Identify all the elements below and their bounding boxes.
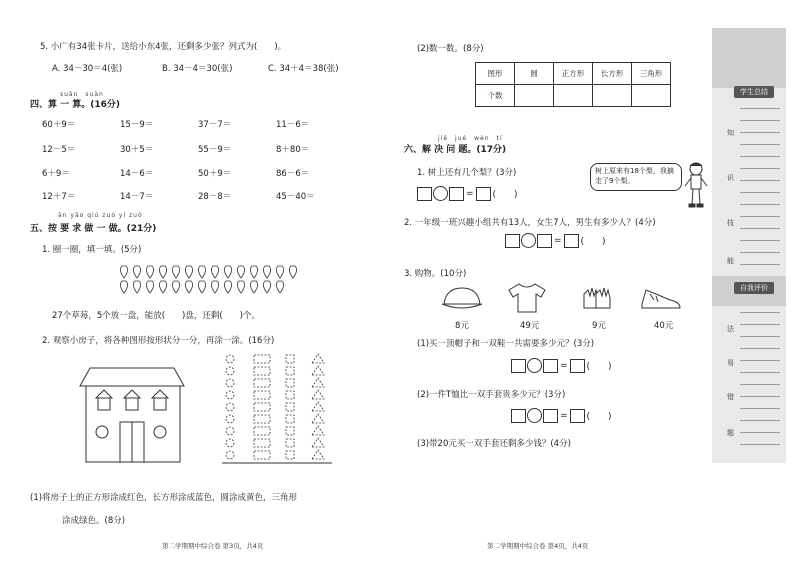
writing-line[interactable] (740, 168, 780, 169)
calc-r1c1: 60＋9＝ (42, 120, 76, 130)
square-column (286, 355, 294, 459)
calc-r3c2: 14－6＝ (120, 169, 154, 179)
writing-line[interactable] (740, 444, 780, 445)
tshirt-icon (507, 282, 547, 314)
table-header: 正方形 (554, 63, 593, 85)
answer-box[interactable] (543, 359, 558, 373)
writing-line[interactable] (740, 180, 780, 181)
sidebar-char: 知 (727, 129, 734, 137)
calc-r2c3: 55－9＝ (198, 145, 232, 155)
self-evaluation-tag: 自我评价 (734, 282, 774, 294)
writing-line[interactable] (740, 108, 780, 109)
writing-line[interactable] (740, 420, 780, 421)
calc-r2c1: 12－5＝ (42, 145, 76, 155)
question-6-3-3: (3)带20元买一双手套还剩多少钱？(4分) (417, 439, 571, 449)
sidebar-char: 题 (727, 429, 734, 437)
student-summary-tag: 学生总结 (734, 86, 774, 98)
circle-column (226, 355, 234, 459)
writing-line[interactable] (740, 204, 780, 205)
answer-box[interactable] (417, 187, 432, 201)
answer-row-4: = ( ) (511, 408, 613, 423)
shape-columns (222, 353, 334, 471)
operator-circle[interactable] (433, 186, 448, 201)
sidebar-char: 法 (727, 325, 734, 333)
speech-bubble: 树上原来有18个梨，我摘走了9个梨。 (590, 163, 682, 191)
sidebar-char: 能 (727, 257, 734, 265)
calc-r1c2: 15－9＝ (120, 120, 154, 130)
strawberry-group (118, 262, 308, 296)
writing-line[interactable] (740, 228, 780, 229)
answer-row-2: = ( ) (505, 233, 607, 248)
calc-r3c4: 86－6＝ (276, 169, 310, 179)
table-header: 图形 (476, 63, 515, 85)
writing-line[interactable] (740, 240, 780, 241)
writing-line[interactable] (740, 396, 780, 397)
table-cell[interactable] (515, 85, 554, 107)
operator-circle[interactable] (527, 358, 542, 373)
answer-box[interactable] (511, 409, 526, 423)
answer-box[interactable] (505, 234, 520, 248)
shoes-icon (640, 286, 686, 312)
answer-box[interactable] (537, 234, 552, 248)
price-hat: 8元 (455, 321, 469, 331)
calc-r1c3: 37－7＝ (198, 120, 232, 130)
summary-sidebar (712, 28, 786, 463)
question-5-2-sub1: (1)将房子上的正方形涂成红色，长方形涂成蓝色，圆涂成黄色，三角形 (30, 493, 298, 503)
table-cell[interactable] (593, 85, 632, 107)
section5-pinyin: àn yāo qiú zuò yí zuò (58, 212, 143, 219)
answer-box[interactable] (476, 187, 491, 201)
answer-box[interactable] (570, 409, 585, 423)
question-6-3-1: (1)买一顶帽子和一双鞋一共需要多少元？(3分) (417, 339, 595, 349)
writing-line[interactable] (740, 372, 780, 373)
section4-title: 四、算 一 算。(16分) (30, 100, 121, 110)
sidebar-char: 技 (727, 219, 734, 227)
section5-title: 五、按 要 求 做 一 做。(21分) (30, 224, 157, 234)
operator-circle[interactable] (521, 233, 536, 248)
answer-box[interactable] (564, 234, 579, 248)
calc-r4c2: 14－7＝ (120, 192, 154, 202)
answer-box[interactable] (543, 409, 558, 423)
question-5-1: 1. 圈一圈，填一填。(5分) (42, 245, 142, 255)
writing-line[interactable] (740, 120, 780, 121)
girl-character (683, 160, 709, 212)
calc-r3c1: 6＋9＝ (42, 169, 70, 179)
price-tshirt: 49元 (520, 321, 540, 331)
calc-r4c3: 28－8＝ (198, 192, 232, 202)
writing-line[interactable] (740, 144, 780, 145)
writing-line[interactable] (740, 432, 780, 433)
option-a: A. 34－30＝4(张) (52, 64, 123, 74)
calc-r2c2: 30＋5＝ (120, 145, 154, 155)
writing-line[interactable] (740, 324, 780, 325)
count-table (475, 62, 671, 107)
house-drawing (78, 362, 188, 464)
section6-pinyin: jiě jué wèn tí (438, 135, 503, 142)
writing-line[interactable] (740, 348, 780, 349)
table-cell[interactable] (632, 85, 671, 107)
question-6-2: 2. 一年级一班兴趣小组共有13人，女生7人，男生有多少人？(4分) (404, 218, 656, 228)
answer-box[interactable] (449, 187, 464, 201)
question-6-3: 3. 购物。(10分) (404, 269, 467, 279)
option-c: C. 34＋4＝38(张) (268, 64, 339, 74)
left-footer: 第二学期期中综合卷 第3页，共4页 (162, 542, 264, 550)
writing-line[interactable] (740, 336, 780, 337)
option-b: B. 34－4＝30(张) (162, 64, 233, 74)
triangle-column (312, 354, 324, 459)
sidebar-header-band (712, 28, 786, 88)
section4-pinyin: suàn suàn (60, 91, 104, 98)
price-shoes: 40元 (654, 321, 674, 331)
section6-title: 六、解 决 问 题。(17分) (404, 145, 507, 155)
calc-r4c1: 12＋7＝ (42, 192, 76, 202)
writing-line[interactable] (740, 192, 780, 193)
rectangle-column (254, 355, 270, 459)
gloves-icon (580, 284, 616, 312)
writing-line[interactable] (740, 156, 780, 157)
question-6-3-2: (2)一件T恤比一双手套贵多少元？(3分) (417, 390, 566, 400)
answer-row-3: = ( ) (511, 358, 613, 373)
right-footer: 第二学期期中综合卷 第4页，共4页 (487, 542, 589, 550)
answer-box[interactable] (511, 359, 526, 373)
table-cell[interactable] (554, 85, 593, 107)
writing-line[interactable] (740, 360, 780, 361)
writing-line[interactable] (740, 132, 780, 133)
operator-circle[interactable] (527, 408, 542, 423)
answer-box[interactable] (570, 359, 585, 373)
calc-r2c4: 8＋80＝ (276, 145, 310, 155)
writing-line[interactable] (740, 264, 780, 265)
question-6-1: 1. 树上还有几个梨？(3分) (417, 168, 517, 178)
sidebar-char: 错 (727, 393, 734, 401)
strawberry-row-1 (120, 266, 296, 278)
price-gloves: 9元 (592, 321, 606, 331)
sidebar-char: 识 (727, 174, 734, 182)
calc-r1c4: 11－6＝ (276, 120, 310, 130)
question-5: 5. 小广有34张卡片，送给小东4张，还剩多少张？列式为( )。 (40, 42, 287, 52)
question-5-2: 2. 观察小房子，将各种图形按形状分一分，再涂一涂。(16分) (42, 336, 275, 346)
table-header: 长方形 (593, 63, 632, 85)
answer-row-1: = ( ) (417, 186, 519, 201)
strawberry-row-2 (120, 281, 283, 293)
question-5-2-sub1-cont: 涂成绿色。(8分) (62, 516, 126, 526)
calc-r3c3: 50＋9＝ (198, 169, 232, 179)
writing-line[interactable] (740, 384, 780, 385)
question-2-count: (2)数一数。(8分) (417, 44, 484, 54)
writing-line[interactable] (740, 312, 780, 313)
table-row-label: 个数 (476, 85, 515, 107)
calc-r4c4: 45－40＝ (276, 192, 315, 202)
writing-line[interactable] (740, 216, 780, 217)
writing-line[interactable] (740, 252, 780, 253)
table-header: 圆 (515, 63, 554, 85)
question-5-1-answer: 27个草莓，5个放一盘，能放( )盘，还剩( )个。 (52, 311, 260, 321)
writing-line[interactable] (740, 408, 780, 409)
hat-icon (440, 284, 484, 312)
table-header: 三角形 (632, 63, 671, 85)
sidebar-char: 易 (727, 359, 734, 367)
